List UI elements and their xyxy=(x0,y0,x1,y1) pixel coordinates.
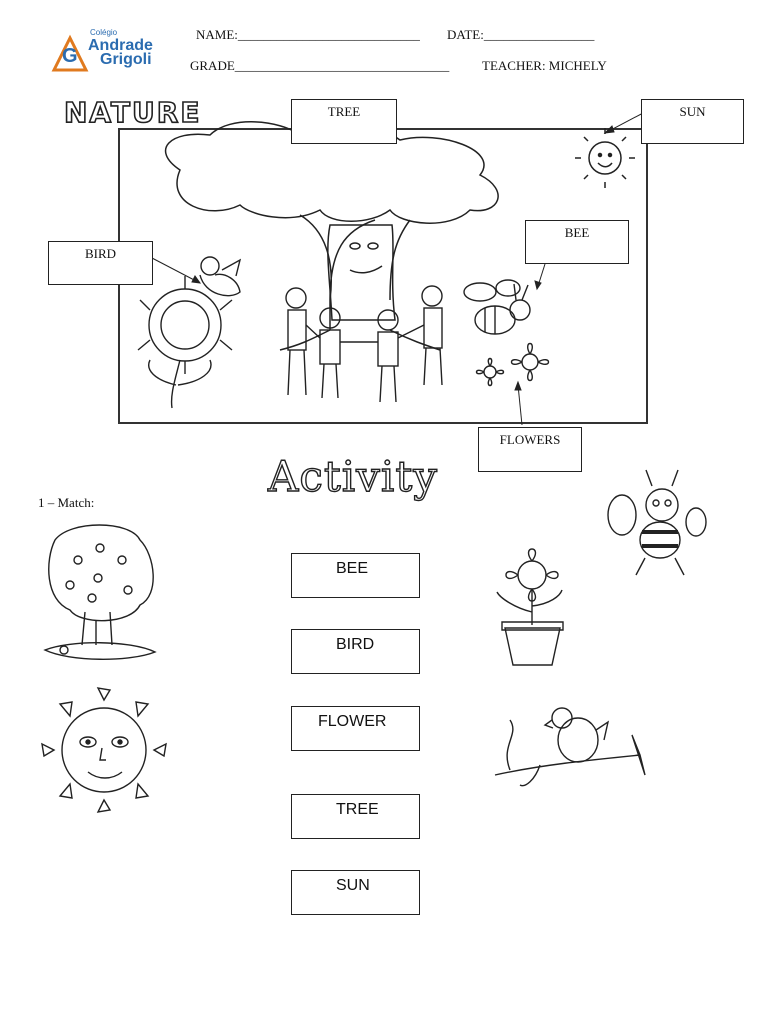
word-box-bird: BIRD xyxy=(291,629,420,674)
label-bird: BIRD xyxy=(48,241,153,285)
apple-tree-icon xyxy=(45,525,155,659)
teacher-label: TEACHER: MICHELY xyxy=(482,58,607,73)
word-box-sun: SUN xyxy=(291,870,420,915)
cartoon-bee-icon xyxy=(608,470,706,575)
label-tree: TREE xyxy=(291,99,397,144)
label-flowers: FLOWERS xyxy=(478,427,582,472)
smiling-sun-icon xyxy=(42,688,166,812)
logo-line2: Grigoli xyxy=(100,51,152,68)
word-box-tree: TREE xyxy=(291,794,420,839)
logo-line1: Andrade xyxy=(88,37,153,54)
word-box-bee: BEE xyxy=(291,553,420,598)
label-bee: BEE xyxy=(525,220,629,264)
label-sun: SUN xyxy=(641,99,744,144)
word-box-flower: FLOWER xyxy=(291,706,420,751)
nature-title: NATURE xyxy=(64,96,202,129)
logo-small-text: Colégio xyxy=(90,28,118,37)
date-field-label: DATE:_________________ xyxy=(447,27,595,42)
activity-instruction: 1 – Match: xyxy=(38,495,95,510)
bird-on-branch-icon xyxy=(495,708,645,786)
potted-flower-icon xyxy=(497,549,563,665)
activity-title: Activity xyxy=(268,452,438,501)
grade-field-label: GRADE_________________________________ xyxy=(190,58,450,73)
logo-mark-letter: G xyxy=(62,45,78,67)
name-field-label: NAME:____________________________ xyxy=(196,27,420,42)
